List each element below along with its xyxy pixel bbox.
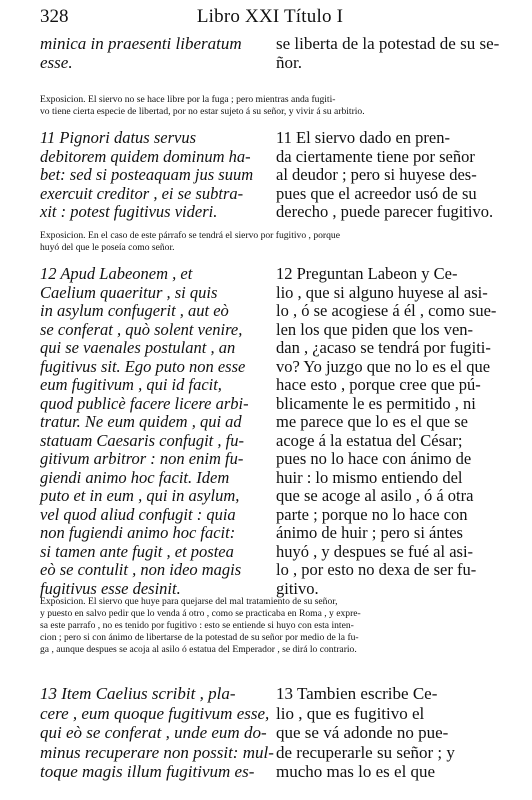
spanish-line: pues no lo hace con ánimo de xyxy=(276,449,472,468)
spanish-line: que se vá adonde no pue- xyxy=(276,723,449,742)
spanish-line: lio , que si alguno huyese al asi- xyxy=(276,282,488,302)
spanish-line: ánimo de huir ; pero si ántes xyxy=(276,523,463,542)
latin-line: 13 Item Caelius scribit , pla- xyxy=(40,684,236,703)
latin-line: fugitivus esse desinit. xyxy=(40,578,181,598)
spanish-line: mucho mas lo es el que xyxy=(276,762,436,781)
spanish-line: gitivo. xyxy=(276,578,319,598)
exposicion-line: Exposicion. El siervo no se hace libre por la fuga ; pero mientras anda fugiti- xyxy=(40,94,336,105)
spanish-line: al deudor ; pero si huyese des- xyxy=(276,165,477,184)
exposicion-line: Exposicion. En el caso de este párrafo se tendrá el siervo por fugitivo , porque xyxy=(40,230,340,241)
latin-line: eò se contulit , non ideo magis xyxy=(40,560,242,579)
spanish-line: que se acoge al asilo , ó á otra xyxy=(276,486,474,505)
latin-line: tratur. Ne eum quidem , qui ad xyxy=(40,412,242,431)
exposicion-note xyxy=(40,596,500,656)
spanish-line: me parece que lo es el que se xyxy=(276,412,468,431)
latin-line: non fugiendi animo hoc facit: xyxy=(40,523,236,542)
exposicion-line: Exposicion. El siervo que huye para quejarse del mal tratamiento de su señor, xyxy=(40,596,338,607)
spanish-line: lo , por esto no dexa de ser fu- xyxy=(276,560,477,579)
spanish-column xyxy=(276,684,500,782)
page-header xyxy=(40,6,500,32)
spanish-line: pues que el acreedor usó de su xyxy=(276,183,477,203)
spanish-line: derecho , puede parecer fugitivo. xyxy=(276,202,494,221)
spanish-line: huir : lo mismo entiendo del xyxy=(276,467,463,487)
latin-line: Caelium quaeritur , si quis xyxy=(40,282,218,302)
spanish-line: acoge á la estatua del César; xyxy=(276,430,463,450)
spanish-column xyxy=(276,34,500,72)
spanish-line: de recuperarle su señor ; y xyxy=(276,742,455,762)
latin-line: giendi animo hoc facit. Idem xyxy=(40,467,230,487)
exposicion-line: cion ; pero si con ánimo de libertarse de la potestad de su señor por medio de la fu- xyxy=(40,632,359,643)
exposicion-note xyxy=(40,230,500,254)
latin-line: minus recuperare non possit: mul- xyxy=(40,742,274,762)
page-number: 328 xyxy=(40,6,69,27)
spanish-line: parte ; porque no lo hace con xyxy=(276,504,468,524)
spanish-line: vo? Yo juzgo que no lo es el que xyxy=(276,356,491,376)
latin-line: qui se vaenales postulant , an xyxy=(40,338,236,357)
exposicion-line: vo tiene cierta especie de libertad, por no estar sujeto á su señor, y vivir á su arbitrio. xyxy=(40,106,365,117)
spanish-column xyxy=(276,265,500,598)
latin-line: 11 Pignori datus servus xyxy=(40,128,196,147)
spanish-line: blicamente le es permitido , ni xyxy=(276,393,476,413)
latin-line: se conferat , quò solent venire, xyxy=(40,319,243,339)
latin-line: exercuit creditor , ei se subtra- xyxy=(40,183,244,203)
latin-line: fugitivus sit. Ego puto non esse xyxy=(40,356,246,376)
latin-line: si tamen ante fugit , et postea xyxy=(40,541,234,561)
spanish-line: dan , ¿acaso se tendrá por fugiti- xyxy=(276,338,491,357)
latin-line: minica in praesenti liberatum xyxy=(40,34,242,53)
spanish-line: huyó , y despues se fué al asi- xyxy=(276,541,474,561)
latin-line: qui eò se conferat , unde eum do- xyxy=(40,723,267,742)
latin-line: 12 Apud Labeonem , et xyxy=(40,264,193,283)
latin-line: bet: sed si posteaquam jus suum xyxy=(40,165,254,184)
spanish-line: len los que piden que los ven- xyxy=(276,319,474,339)
latin-line: quod publicè facere licere arbi- xyxy=(40,393,249,413)
latin-line: gitivum arbitror : non enim fu- xyxy=(40,449,244,468)
latin-line: in asylum confugerit , aut eò xyxy=(40,301,229,320)
latin-line: debitorem quidem dominum ha- xyxy=(40,146,251,166)
running-head: Libro XXI Título I xyxy=(196,6,344,27)
latin-line: puto et in eum , qui in asylum, xyxy=(40,486,240,505)
latin-line: statuam Caesaris confugit , fu- xyxy=(40,430,244,450)
latin-line: eum fugitivum , qui id facit, xyxy=(40,375,222,394)
latin-line: toque magis illum fugitivum es- xyxy=(40,762,255,781)
latin-line: esse. xyxy=(40,53,73,72)
exposicion-note xyxy=(40,94,500,118)
latin-line: xit : potest fugitivus videri. xyxy=(40,202,218,221)
spanish-line: lio , que es fugitivo el xyxy=(276,703,425,723)
latin-line: vel quod aliud confugit : quia xyxy=(40,504,236,524)
spanish-line: 12 Preguntan Labeon y Ce- xyxy=(276,264,458,283)
latin-column xyxy=(40,129,266,222)
exposicion-line: sa este parrafo , no es tenido por fugitivo : esto se entiende si huyo con esta inten- xyxy=(40,620,354,631)
spanish-column xyxy=(276,129,500,222)
spanish-line: da ciertamente tiene por señor xyxy=(276,146,475,166)
spanish-line: 13 Tambien escribe Ce- xyxy=(276,684,438,703)
exposicion-line: huyó del que le poseía como señor. xyxy=(40,242,175,253)
exposicion-line: ga , aunque despues se acoja al asilo ó estatua del Emperador , se dirá lo contrario. xyxy=(40,644,357,655)
spanish-line: lo , ó se acogiese á él , como sue- xyxy=(276,301,497,320)
spanish-line: ñor. xyxy=(276,53,302,72)
latin-line: cere , eum quoque fugitivum esse, xyxy=(40,703,270,723)
spanish-line: hace esto , porque cree que pú- xyxy=(276,375,481,394)
latin-column xyxy=(40,684,274,782)
spanish-line: se liberta de la potestad de su se- xyxy=(276,34,500,53)
latin-column xyxy=(40,34,266,72)
latin-column xyxy=(40,265,266,598)
exposicion-line: y puesto en salvo pedir que lo venda á otro , como se practicaba en Roma , y expre- xyxy=(40,608,361,619)
spanish-line: 11 El siervo dado en pren- xyxy=(276,128,450,147)
